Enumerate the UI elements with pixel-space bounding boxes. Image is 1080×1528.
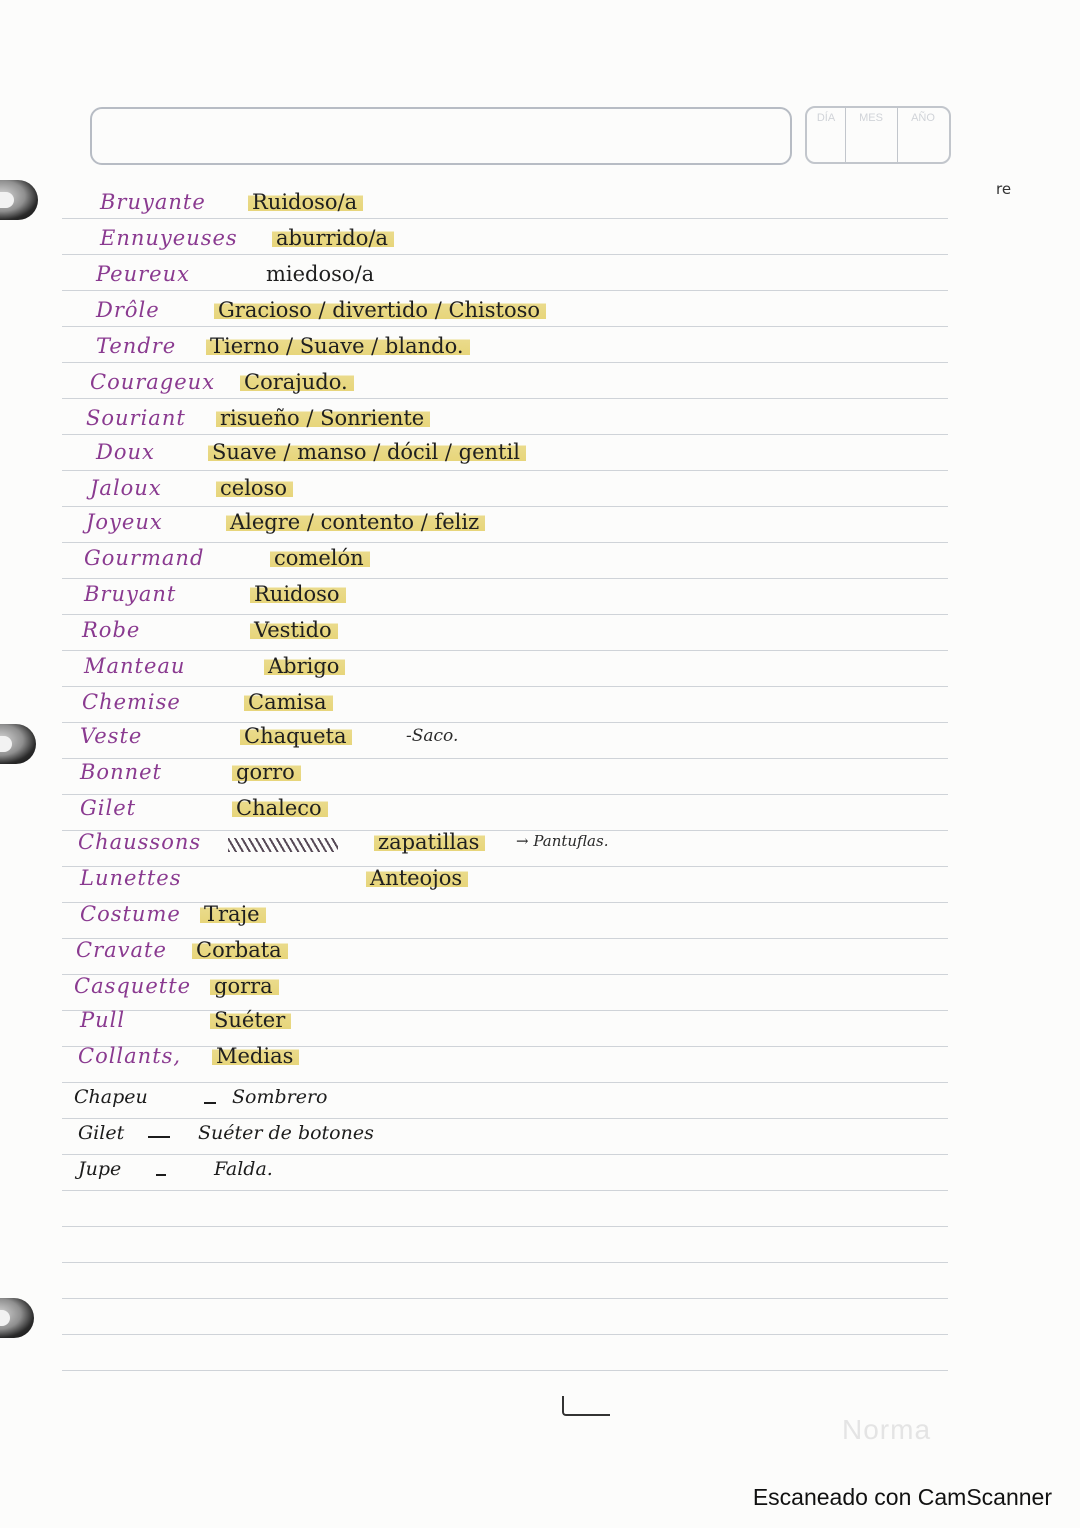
- spanish-translation: Falda.: [214, 1158, 273, 1180]
- date-cell-month[interactable]: [845, 108, 898, 162]
- spanish-translation: Chaleco: [232, 796, 328, 820]
- ruled-line: [62, 470, 948, 471]
- binder-ring-hole: [0, 192, 14, 208]
- french-word: Drôle: [96, 298, 160, 322]
- binder-ring-top: [0, 180, 38, 220]
- spanish-translation: Corajudo.: [240, 370, 354, 394]
- french-word: Gourmand: [84, 546, 205, 570]
- ruled-line: [62, 1046, 948, 1047]
- notebook-brand-logo: Norma: [842, 1414, 932, 1445]
- french-word: Chapeu: [74, 1086, 148, 1108]
- ruled-line: [62, 1370, 948, 1371]
- ruled-line: [62, 1226, 948, 1227]
- ruled-line: [62, 1010, 948, 1011]
- spanish-translation: Suave / manso / dócil / gentil: [208, 440, 526, 464]
- spanish-translation: miedoso/a: [266, 262, 375, 286]
- ruled-line: [62, 542, 948, 543]
- ruled-line: [62, 902, 948, 903]
- ruled-line: [62, 1334, 948, 1335]
- ruled-line: [62, 362, 948, 363]
- margin-note: re: [996, 180, 1012, 198]
- spanish-translation: Gracioso / divertido / Chistoso: [214, 298, 546, 322]
- spanish-translation: Camisa: [244, 690, 333, 714]
- spanish-translation: Anteojos: [366, 866, 468, 890]
- ruled-line: [62, 326, 948, 327]
- french-word: Joyeux: [86, 510, 163, 534]
- binder-ring-hole: [0, 1310, 10, 1326]
- ruled-line: [62, 974, 948, 975]
- ruled-line: [62, 1154, 948, 1155]
- ruled-line: [62, 506, 948, 507]
- spanish-translation: celoso: [216, 476, 293, 500]
- french-word: Gilet: [78, 1122, 125, 1144]
- date-box[interactable]: [805, 106, 951, 164]
- pen-mark: [562, 1396, 610, 1416]
- ruled-line: [62, 434, 948, 435]
- ruled-line: [62, 614, 948, 615]
- spanish-translation: Suéter de botones: [198, 1122, 374, 1144]
- french-word: Manteau: [84, 654, 186, 678]
- ruled-line: [62, 722, 948, 723]
- french-word: Souriant: [86, 406, 186, 430]
- spanish-translation: Suéter: [210, 1008, 291, 1032]
- scanner-watermark: Escaneado con CamScanner: [752, 1484, 1052, 1510]
- ruled-line: [62, 398, 948, 399]
- ruled-line: [62, 218, 948, 219]
- french-word: Bonnet: [80, 760, 162, 784]
- ruled-line: [62, 794, 948, 795]
- date-cell-year[interactable]: [897, 108, 949, 162]
- note-alternative: → Pantuflas.: [516, 832, 609, 850]
- french-word: Veste: [80, 724, 143, 748]
- french-word: Chemise: [82, 690, 181, 714]
- french-word: Jupe: [78, 1158, 122, 1180]
- french-word: Bruyante: [100, 190, 206, 214]
- binder-ring-middle: [0, 724, 36, 764]
- spanish-translation: aburrido/a: [272, 226, 394, 250]
- french-word: Courageux: [90, 370, 216, 394]
- ruled-line: [62, 578, 948, 579]
- spanish-translation: Traje: [200, 902, 266, 926]
- ruled-line: [62, 290, 948, 291]
- note-alternative: -Saco.: [406, 726, 459, 746]
- ruled-line: [62, 650, 948, 651]
- dash: [156, 1174, 166, 1176]
- spanish-translation: Corbata: [192, 938, 288, 962]
- french-word: Pull: [80, 1008, 126, 1032]
- french-word: Jaloux: [90, 476, 162, 500]
- ruled-line: [62, 1190, 948, 1191]
- ruled-line: [62, 1118, 948, 1119]
- ruled-line: [62, 866, 948, 867]
- french-word: Costume: [80, 902, 181, 926]
- spanish-translation: Vestido: [250, 618, 338, 642]
- binder-ring-hole: [0, 736, 12, 752]
- ruled-line: [62, 1262, 948, 1263]
- french-word: Ennuyeuses: [100, 226, 238, 250]
- header-title-box[interactable]: [90, 107, 792, 165]
- french-word: Collants,: [78, 1044, 182, 1068]
- ruled-line: [62, 254, 948, 255]
- french-word: Peureux: [96, 262, 190, 286]
- spanish-translation: Sombrero: [232, 1086, 328, 1108]
- spanish-translation: Alegre / contento / feliz: [226, 510, 485, 534]
- scribbled-out-word: [228, 838, 338, 852]
- spanish-translation: Chaqueta: [240, 724, 352, 748]
- date-label-year: AÑO: [911, 112, 935, 124]
- spanish-translation: Ruidoso/a: [248, 190, 363, 214]
- ruled-line: [62, 1298, 948, 1299]
- date-cell-day[interactable]: [807, 108, 846, 162]
- french-word: Casquette: [74, 974, 192, 998]
- ruled-line: [62, 1082, 948, 1083]
- french-word: Lunettes: [80, 866, 182, 890]
- spanish-translation: Medias: [212, 1044, 299, 1068]
- spanish-translation: comelón: [270, 546, 370, 570]
- french-word: Robe: [82, 618, 141, 642]
- french-word: Doux: [96, 440, 155, 464]
- ruled-line: [62, 686, 948, 687]
- french-word: Bruyant: [84, 582, 177, 606]
- french-word: Gilet: [80, 796, 137, 820]
- date-label-day: DÍA: [816, 112, 836, 124]
- french-word: Chaussons: [78, 830, 202, 854]
- spanish-translation: Ruidoso: [250, 582, 346, 606]
- dash: [148, 1136, 170, 1138]
- ruled-line: [62, 758, 948, 759]
- spanish-translation: gorra: [210, 974, 279, 998]
- spanish-translation: Abrigo: [264, 654, 345, 678]
- dash: [204, 1102, 216, 1104]
- spanish-translation: zapatillas: [374, 830, 485, 854]
- spanish-translation: risueño / Sonriente: [216, 406, 430, 430]
- french-word: Cravate: [76, 938, 167, 962]
- spanish-translation: Tierno / Suave / blando.: [206, 334, 470, 358]
- french-word: Tendre: [96, 334, 177, 358]
- spanish-translation: gorro: [232, 760, 301, 784]
- binder-ring-bottom: [0, 1298, 34, 1338]
- date-label-month: MES: [859, 112, 883, 124]
